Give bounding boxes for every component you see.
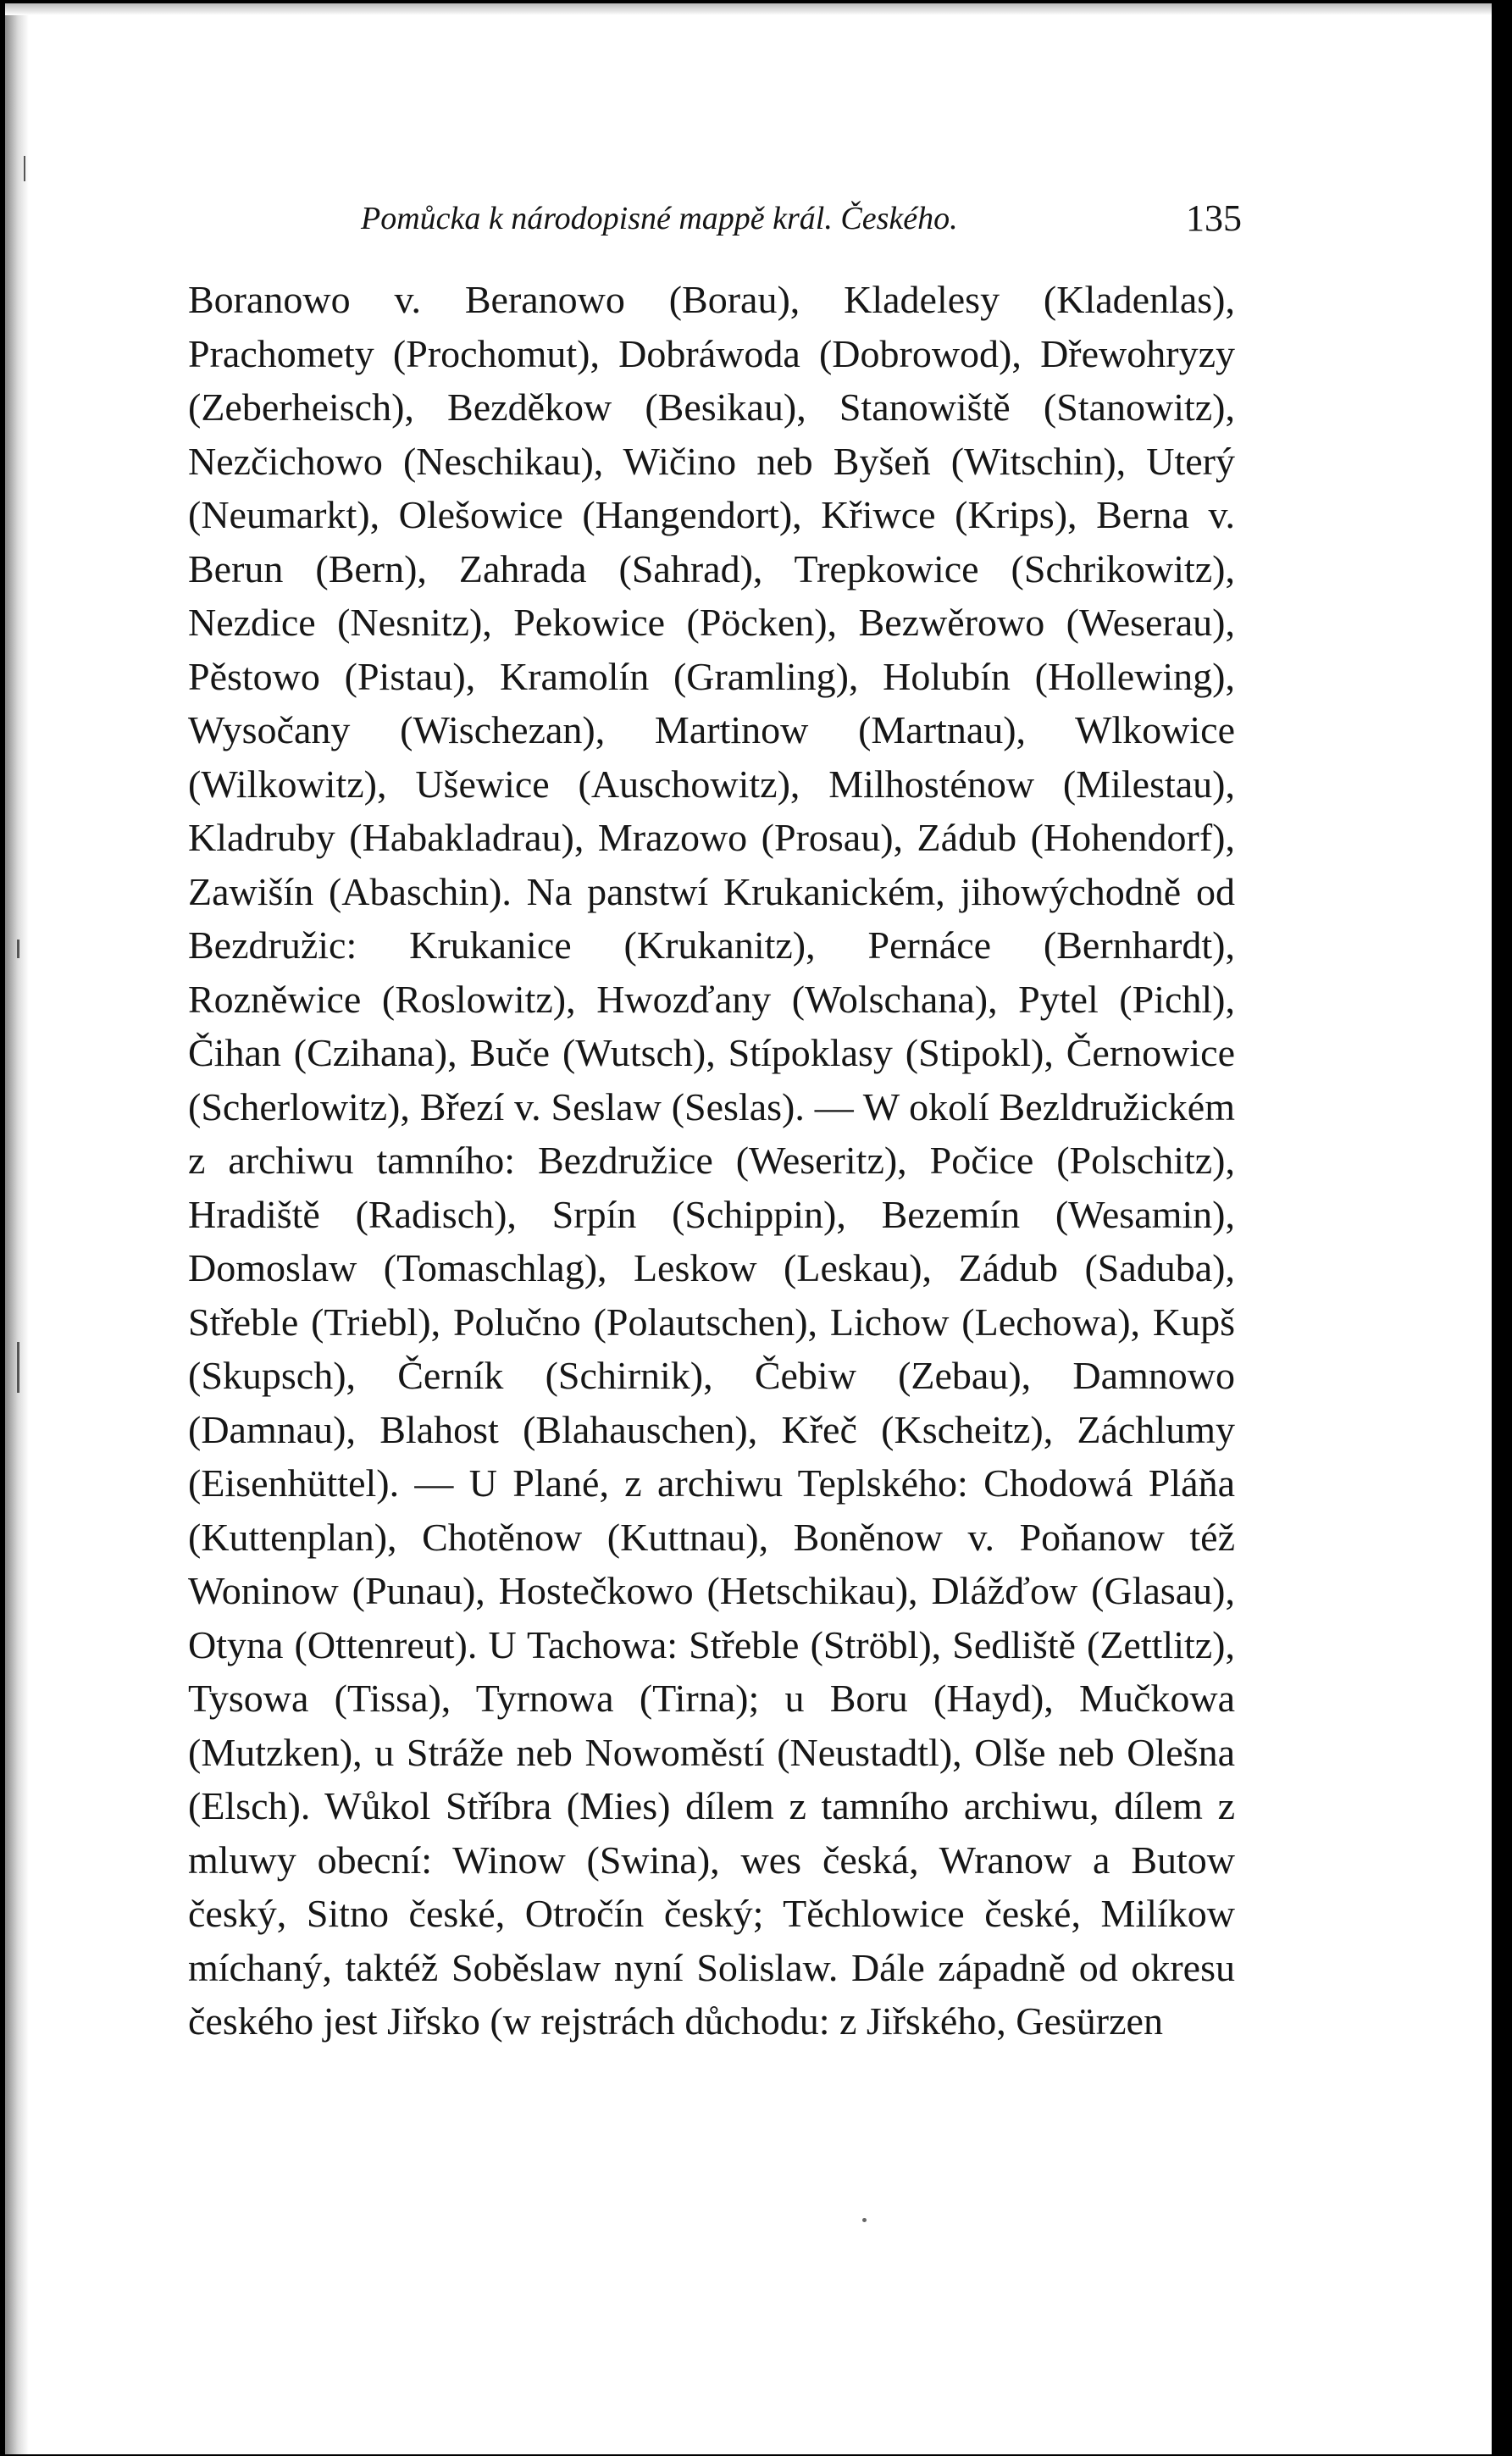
page-header [361,191,1242,251]
margin-mark [17,1342,19,1393]
scan-shadow-left [5,3,29,2454]
ink-speck [862,2218,867,2222]
page-number: 135 [1186,197,1242,239]
margin-mark [24,156,25,181]
scan-shadow-top [5,3,1492,15]
running-title: Pomůcka k národopisné mappě král. Českého. [361,201,958,236]
book-page [5,3,1492,2454]
body-paragraph: Boranowo v. Beranowo (Borau), Kladelesy (Kladenlas), Prachomety (Prochomut), Dobráwoda (Dobrowod), Dřewohryzy (Zeberheisch), Bezděkow (Besikau), Stanowiště (Stanowitz), Nezčichowo (Neschikau), Wičino neb Byšeň (Witschin), Uterý (Neumarkt), Olešowice (Hangendort), Křiwce (Krips), Berna v. Berun (Bern), Zahrada (Sahrad), Trepkowice (Schrikowitz), Nezdice (Nesnitz), Pekowice (Pöcken), Bezwěrowo (Weserau), Pěstowo (Pistau), Kramolín (Gramling), Holubín (Hollewing), Wysočany (Wischezan), Martinow (Martnau), Wlkowice (Wilkowitz), Ušewice (Auschowitz), Milhosténow (Milestau), Kladruby (Habakladrau), Mrazowo (Prosau), Zádub (Hohendorf), Zawišín (Abaschin). Na panstwí Krukanickém, jihowýchodně od Bezdružic: Krukanice (Krukanitz), Pernáce (Bernhardt), Rozněwice (Roslowitz), Hwozďany (Wolschana), Pytel (Pichl), Čihan (Czihana), Buče (Wutsch), Stípoklasy (Stipokl), Černowice (Scherlowitz), Březí v. Seslaw (Seslas). — W okolí Bezldružickém z archiwu tamního: Bezdružice (Weseritz), Počice (Polschitz), Hradiště (Radisch), Srpín (Schippin), Bezemín (Wesamin), Domoslaw (Tomaschlag), Leskow (Leskau), Zádub (Saduba), Střeble (Triebl), Polučno (Polautschen), Lichow (Lechowa), Kupš (Skupsch), Černík (Schirnik), Čebiw (Zebau), Damnowo (Damnau), Blahost (Blahauschen), Křeč (Kscheitz), Záchlumy (Eisenhüttel). — U Plané, z archiwu Teplského: Chodowá Pláňa (Kuttenplan), Chotěnow (Kuttnau), Boněnow v. Poňanow též Woninow (Punau), Hostečkowo (Hetschikau), Dlážďow (Glasau), Otyna (Ottenreut). U Tachowa: Střeble (Ströbl), Sedliště (Zettlitz), Tysowa (Tissa), Tyrnowa (Tirna); u Boru (Hayd), Mučkowa (Mutzken), u Stráže neb Nowoměstí (Neustadtl), Olše neb Olešna (Elsch). Wůkol Stříbra (Mies) dílem z tamního archiwu, dílem z mluwy obecní: Winow (Swina), wes česká, Wranow a Butow český, Sitno české, Otročín český; Těchlowice české, Milíkow míchaný, taktéž Soběslaw nyní Solislaw. Dále západně od okresu českého jest Jiřsko (w rejstrách důchodu: z Jiřského, Gesürzen [188,278,1235,2043]
margin-mark [17,940,19,958]
